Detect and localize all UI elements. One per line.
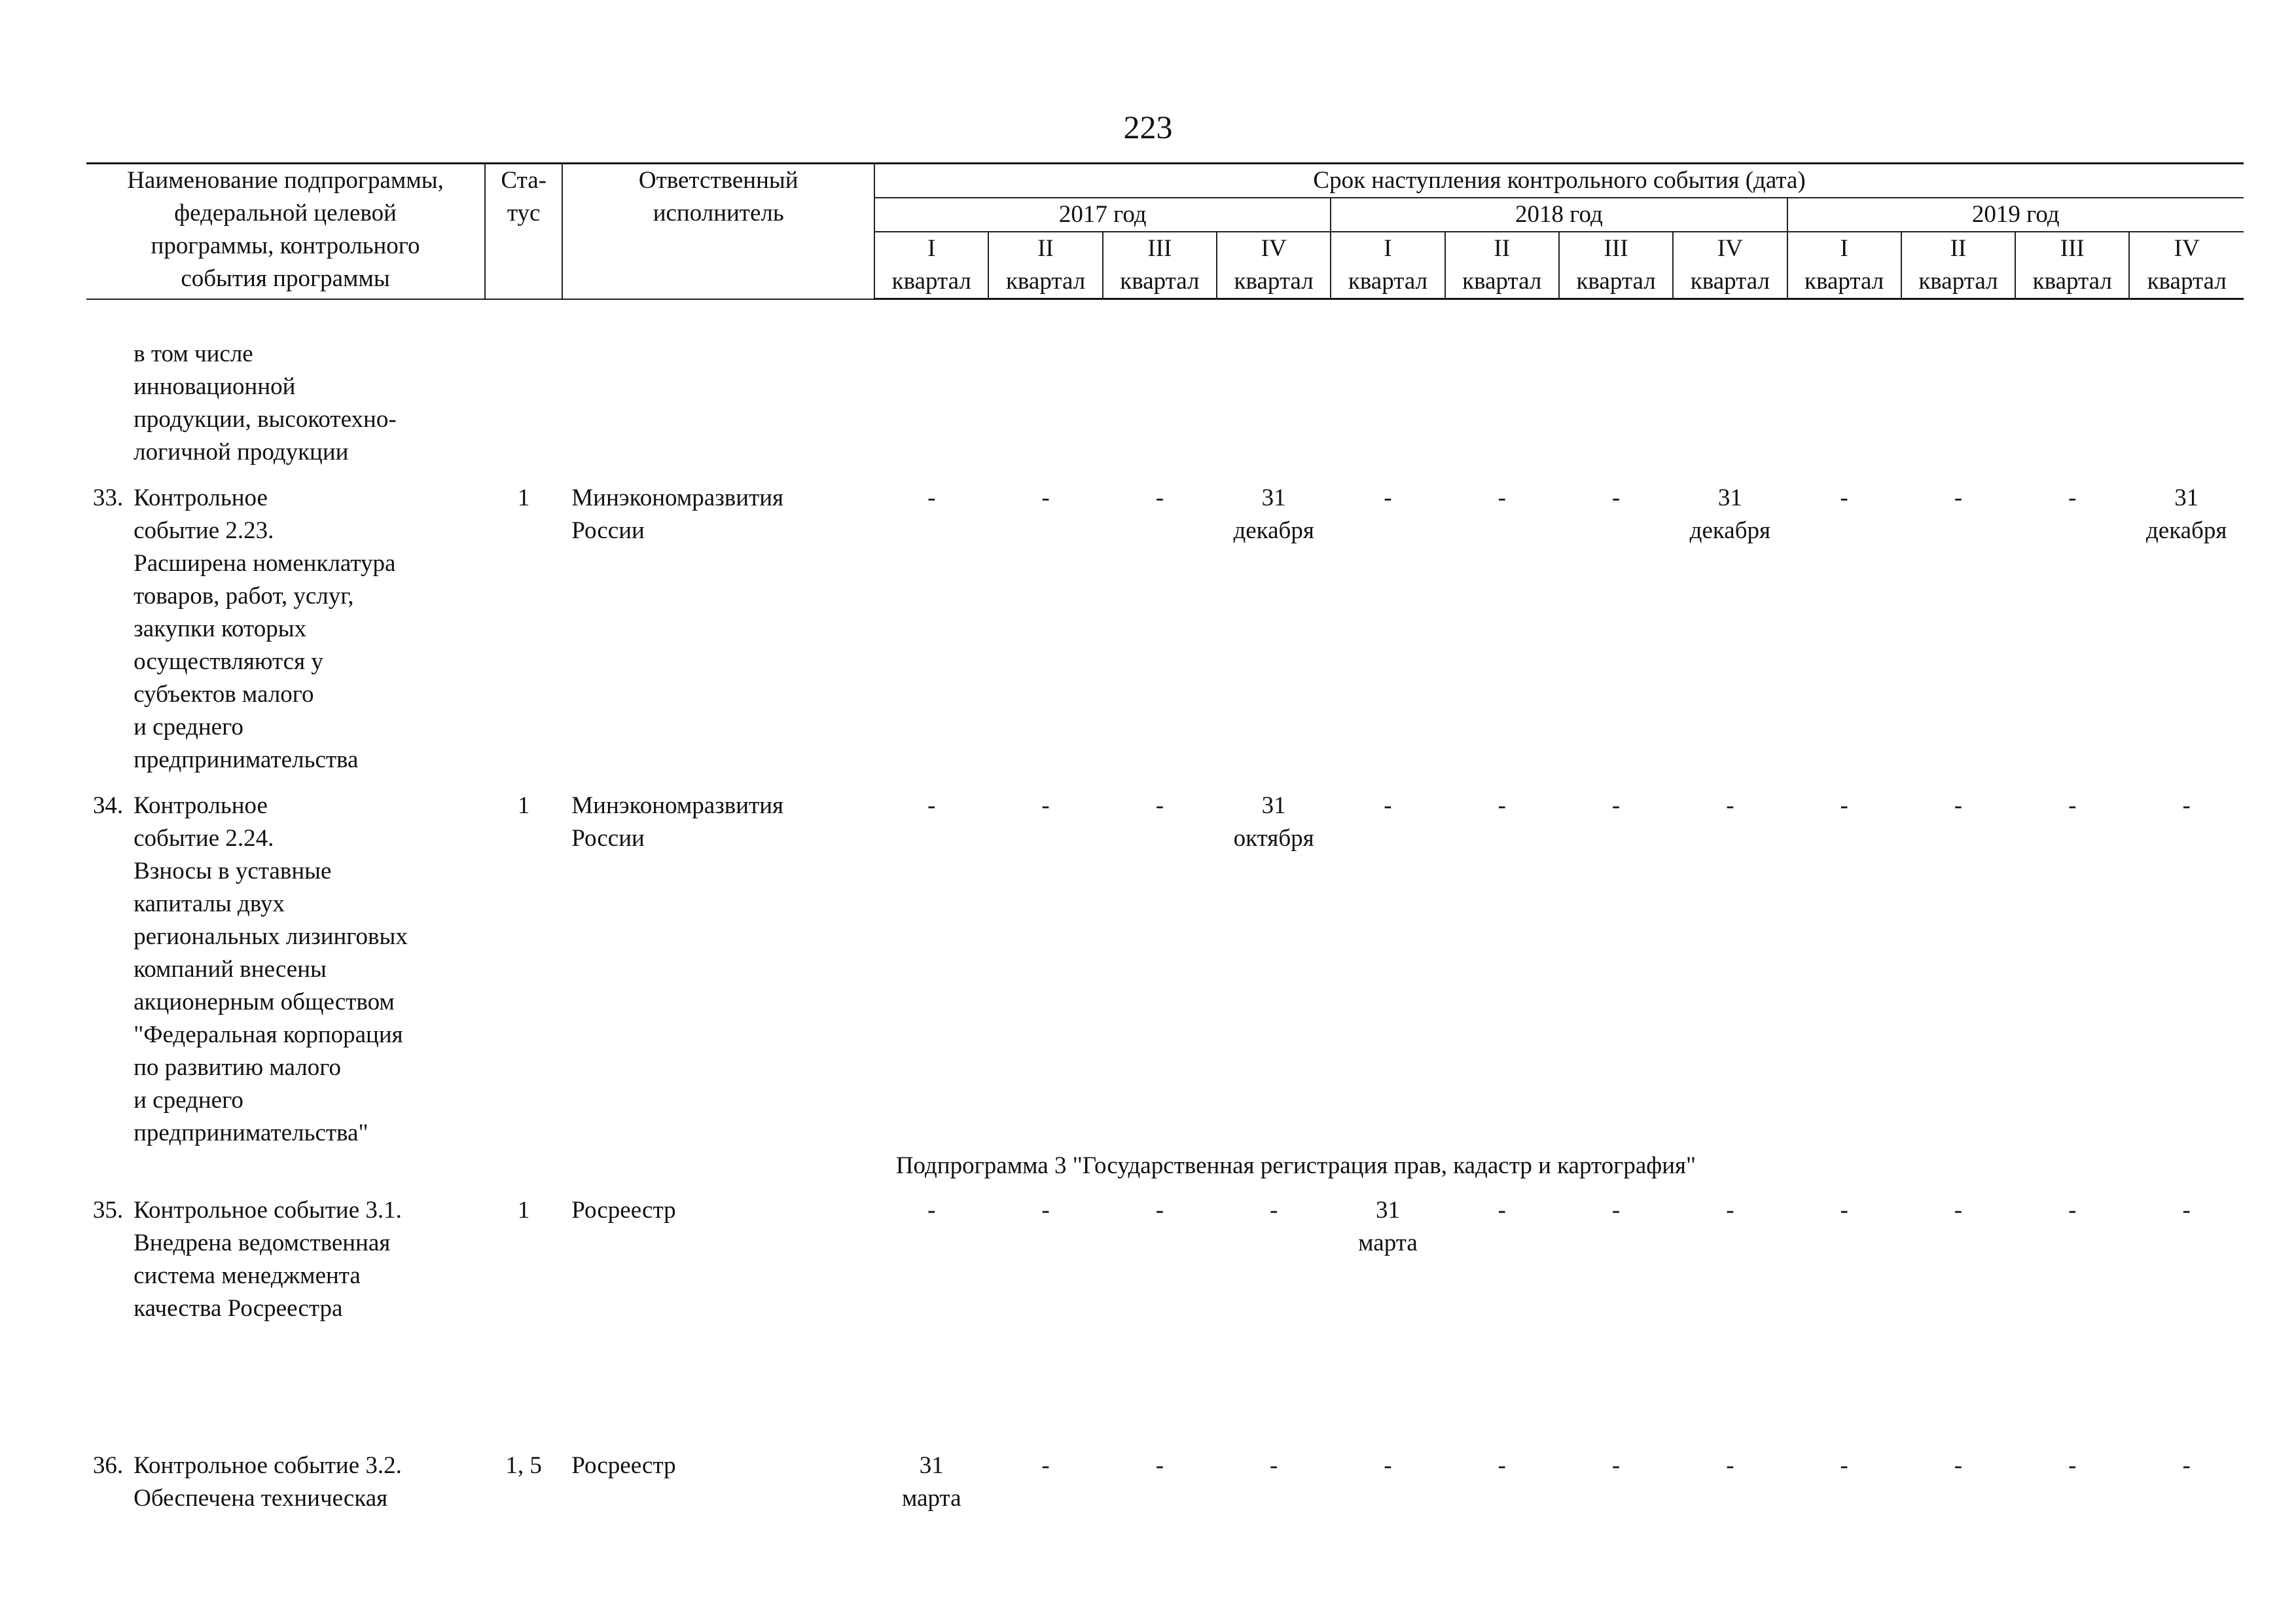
quarter-date-cell: - xyxy=(1384,1452,1392,1479)
quarter-date-cell: - xyxy=(1726,1197,1734,1224)
event-name: Контрольное событие 2.23. Расширена номенклатура товаров, работ, услуг, закупки которых осуществляются у субъектов малого и среднего предпринимательства xyxy=(134,484,396,773)
quarter-date-cell: - xyxy=(1498,484,1506,511)
quarter-date-cell: - xyxy=(1155,792,1164,819)
header-quarter: IV квартал xyxy=(1217,232,1331,299)
header-quarter: II квартал xyxy=(1445,232,1559,299)
row-number: 35. xyxy=(92,1197,124,1224)
status-cell: 1 xyxy=(517,1197,530,1224)
quarter-date-cell: - xyxy=(1611,484,1621,511)
quarter-date-cell: - xyxy=(1498,1197,1506,1224)
quarter-date-cell: - xyxy=(1840,792,1848,819)
quarter-date-cell: 31 декабря xyxy=(2145,484,2227,544)
quarter-date-cell: - xyxy=(2068,484,2077,511)
continuation-row xyxy=(86,338,2244,469)
page-number: 223 xyxy=(1123,109,1173,145)
quarter-date-cell: - xyxy=(2182,1197,2191,1224)
quarter-date-cell: - xyxy=(1041,484,1050,511)
quarter-date-cell: - xyxy=(1954,792,1963,819)
subprogram-title: Подпрограмма 3 "Государственная регистрация прав, кадастр и картография" xyxy=(895,1152,1696,1179)
quarter-date-cell: - xyxy=(1840,1197,1848,1224)
quarter-date-cell: - xyxy=(1498,1452,1506,1479)
quarter-date-cell: - xyxy=(1155,1452,1164,1479)
quarter-date-cell: - xyxy=(1270,1197,1278,1224)
quarter-date-cell: - xyxy=(927,1197,936,1224)
header-year-2019: 2019 год xyxy=(1787,198,2244,232)
quarter-date-cell: 31 октября xyxy=(1233,792,1314,852)
header-quarter: I квартал xyxy=(1787,232,1901,299)
quarter-date-cell: - xyxy=(1498,792,1506,819)
quarter-date-cell: - xyxy=(2068,1452,2077,1479)
quarter-date-cell: - xyxy=(1384,484,1392,511)
header-quarter: IV квартал xyxy=(2129,232,2244,299)
header-status-column: Ста- тус xyxy=(485,164,562,299)
quarter-date-cell: 31 марта xyxy=(901,1452,961,1512)
header-year-2018: 2018 год xyxy=(1331,198,1787,232)
quarter-date-cell: - xyxy=(2068,792,2077,819)
table-row xyxy=(86,1325,2244,1515)
row-number: 33. xyxy=(92,484,124,511)
quarter-date-cell: - xyxy=(2182,792,2191,819)
executor-cell: Минэкономразвития России xyxy=(571,484,784,544)
quarter-date-cell: - xyxy=(1270,1452,1278,1479)
header-year-2017: 2017 год xyxy=(874,198,1331,232)
quarter-date-cell: - xyxy=(1840,484,1848,511)
header-quarter: IV квартал xyxy=(1673,232,1787,299)
header-executor-column: Ответственный исполнитель xyxy=(562,164,874,299)
status-cell: 1, 5 xyxy=(505,1452,542,1479)
quarter-date-cell: - xyxy=(1155,484,1164,511)
table-row xyxy=(86,776,2244,1150)
quarter-date-cell: - xyxy=(1611,792,1621,819)
header-quarter: III квартал xyxy=(1559,232,1673,299)
quarter-date-cell: - xyxy=(1726,792,1734,819)
executor-cell: Росреестр xyxy=(571,1197,676,1224)
subprogram-row xyxy=(86,1150,2244,1182)
quarter-date-cell: - xyxy=(1840,1452,1848,1479)
quarter-date-cell: - xyxy=(1384,792,1392,819)
quarter-date-cell: - xyxy=(1041,1452,1050,1479)
quarter-date-cell: - xyxy=(927,792,936,819)
quarter-date-cell: - xyxy=(1041,792,1050,819)
quarter-date-cell: - xyxy=(1611,1197,1621,1224)
header-quarter: I квартал xyxy=(1331,232,1444,299)
header-quarter: III квартал xyxy=(1103,232,1217,299)
event-name: Контрольное событие 3.2. Обеспечена техническая xyxy=(134,1452,402,1512)
header-deadline-title: Срок наступления контрольного события (дата) xyxy=(874,164,2244,198)
control-events-table xyxy=(86,162,2244,1515)
row-number: 34. xyxy=(92,792,124,819)
executor-cell: Росреестр xyxy=(571,1452,676,1479)
table-row xyxy=(86,469,2244,776)
quarter-date-cell: - xyxy=(1954,1197,1963,1224)
event-name: Контрольное событие 2.24. Взносы в уставные капиталы двух региональных лизинговых компаний внесены акционерным обществом "Федеральная корпорация по развитию малого и среднего предпринимательства" xyxy=(134,792,408,1146)
executor-cell: Минэкономразвития России xyxy=(571,792,784,852)
header-quarter: II квартал xyxy=(1901,232,2015,299)
quarter-date-cell: - xyxy=(1954,484,1963,511)
quarter-date-cell: - xyxy=(1041,1197,1050,1224)
quarter-date-cell: - xyxy=(2182,1452,2191,1479)
quarter-date-cell: - xyxy=(927,484,936,511)
quarter-date-cell: - xyxy=(1726,1452,1734,1479)
quarter-date-cell: - xyxy=(1611,1452,1621,1479)
header-quarter: III квартал xyxy=(2015,232,2129,299)
event-name: Контрольное событие 3.1. Внедрена ведомственная система менеджмента качества Росреестра xyxy=(134,1197,402,1322)
quarter-date-cell: 31 декабря xyxy=(1689,484,1771,544)
header-name-column: Наименование подпрограммы, федеральной целевой программы, контрольного события программы xyxy=(86,164,485,299)
status-cell: 1 xyxy=(517,484,530,511)
header-quarter: II квартал xyxy=(988,232,1102,299)
quarter-date-cell: 31 марта xyxy=(1358,1197,1418,1256)
table-header xyxy=(86,164,2244,299)
quarter-date-cell: - xyxy=(1155,1197,1164,1224)
header-quarter: I квартал xyxy=(874,232,988,299)
continuation-text: в том числе инновационной продукции, высокотехно- логичной продукции xyxy=(134,340,397,465)
quarter-date-cell: - xyxy=(1954,1452,1963,1479)
quarter-date-cell: 31 декабря xyxy=(1233,484,1314,544)
table-row xyxy=(86,1182,2244,1325)
status-cell: 1 xyxy=(517,792,530,819)
row-number: 36. xyxy=(92,1452,124,1479)
quarter-date-cell: - xyxy=(2068,1197,2077,1224)
